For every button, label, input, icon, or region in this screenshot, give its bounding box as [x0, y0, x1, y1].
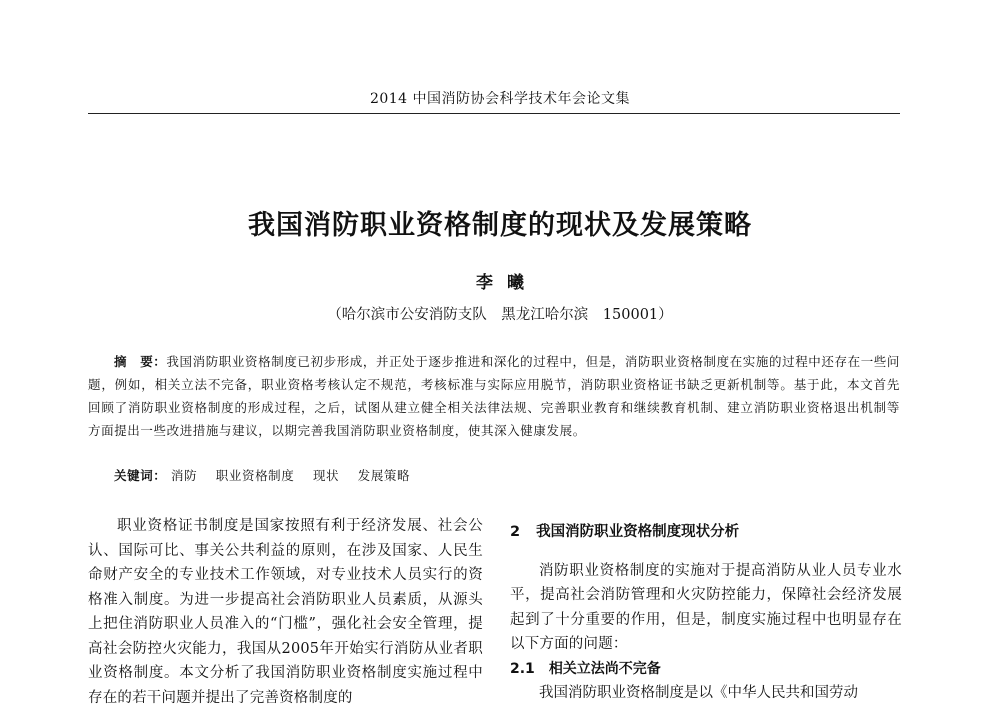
keywords-label: 关键词： [114, 468, 167, 483]
keywords [114, 466, 424, 484]
right-column [510, 520, 902, 706]
section-paragraph: 消防职业资格制度的实施对于提高消防从业人员专业水平，提高社会消防管理和火灾防控能力，保障社会经济发展起到了十分重要的作用，但是，制度实施过程中也明显存在以下方面的问题： [510, 562, 902, 652]
section-number: 2 [510, 524, 521, 540]
abstract-label: 摘 要： [114, 354, 167, 369]
paper-title: 我国消防职业资格制度的现状及发展策略 [248, 210, 752, 241]
subsection-number: 2.1 [510, 660, 535, 677]
section-heading [510, 520, 902, 545]
keyword: 现状 [312, 468, 340, 483]
keyword: 职业资格制度 [215, 468, 295, 483]
author-affiliation: （哈尔滨市公安消防支队 黑龙江哈尔滨 150001） [327, 307, 673, 323]
subsection-title: 相关立法尚不完备 [548, 660, 661, 677]
subsection-heading [510, 657, 902, 682]
abstract [88, 350, 900, 442]
intro-paragraph: 职业资格证书制度是国家按照有利于经济发展、社会公认、国际可比、事关公共利益的原则，在涉及国家、人民生命财产安全的专业技术工作领域，对专业技术人员实行的资格准入制度。为进一步提高社会消防职业人员素质，从源头上把住消防职业人员准入的“门槛”，强化社会安全管理，提高社会防控火灾能力，我国从2005年开始实行消防从业者职业资格制度。本文分析了我国消防职业资格制度实施过程中存在的若干问题并提出了完善资格制度的 [88, 518, 483, 706]
subsection-paragraph: 我国消防职业资格制度是以《中华人民共和国劳动 [539, 685, 858, 701]
keyword: 发展策略 [357, 468, 411, 483]
keyword: 消防 [170, 468, 198, 483]
section-title: 我国消防职业资格制度现状分析 [536, 524, 740, 540]
author-name: 李曦 [476, 273, 538, 293]
header-rule [88, 113, 900, 114]
abstract-text: 我国消防职业资格制度已初步形成，并正处于逐步推进和深化的过程中，但是，消防职业资格制度在实施的过程中还存在一些问题，例如，相关立法不完备，职业资格考核认定不规范，考核标准与实际应用脱节，消防职业资格证书缺乏更新机制等。基于此，本文首先回顾了消防职业资格制度的形成过程，之后，试图从建立健全相关法律法规、完善职业教育和继续教育机制、建立消防职业资格退出机制等方面提出一些改进措施与建议，以期完善我国消防职业资格制度，使其深入健康发展。 [88, 354, 901, 438]
running-header: 2014 中国消防协会科学技术年会论文集 [369, 91, 631, 107]
